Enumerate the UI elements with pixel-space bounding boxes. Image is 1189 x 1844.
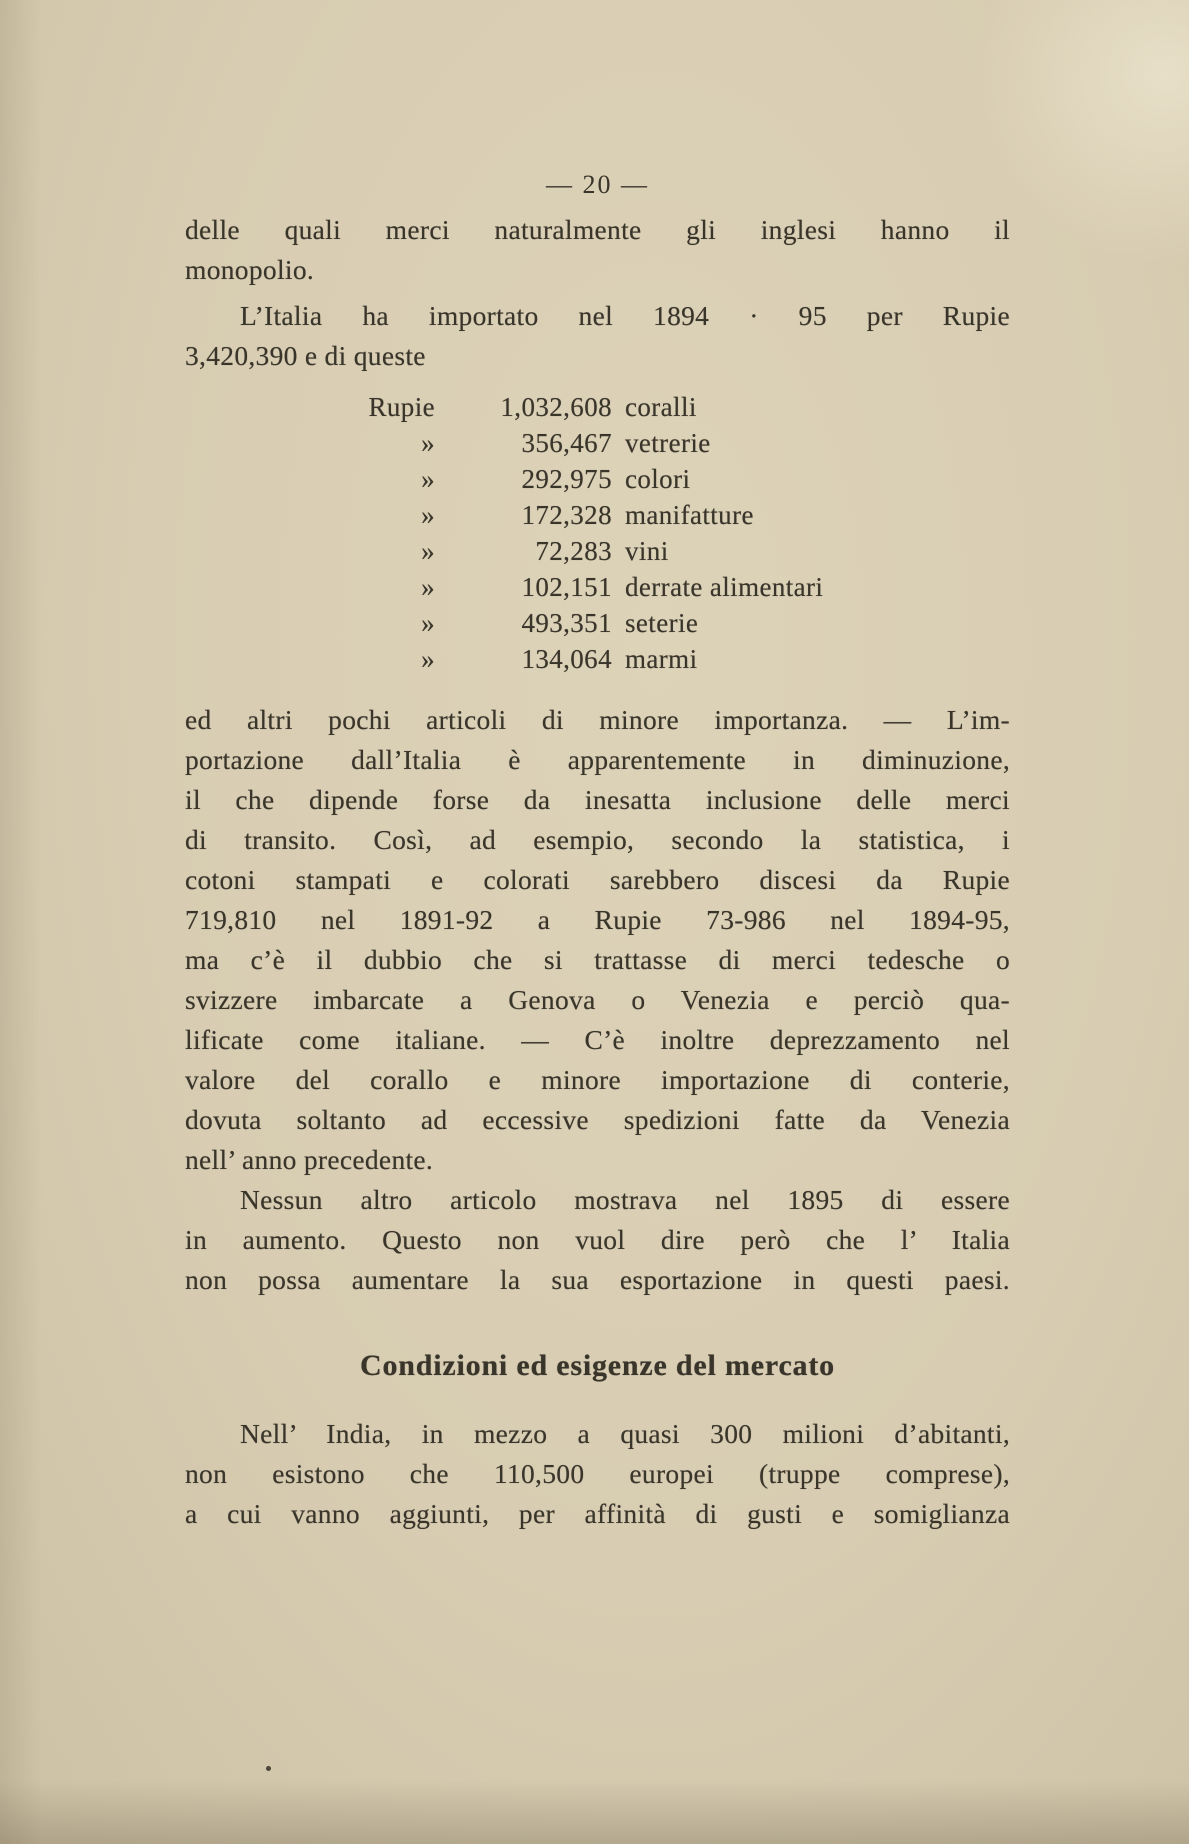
currency-cell: » xyxy=(421,428,435,458)
section-heading: Condizioni ed esigenze del mercato xyxy=(360,1349,835,1382)
text-line: L’Italia ha importato nel 1894 · 95 per Rupie xyxy=(240,300,1010,331)
item-cell: vetrerie xyxy=(625,428,711,458)
currency-cell: » xyxy=(421,644,435,674)
item-cell: vini xyxy=(625,536,669,566)
item-cell: seterie xyxy=(625,608,699,638)
paragraph-intro xyxy=(185,210,1010,290)
table-row xyxy=(185,464,1010,500)
text-line: nell’ anno precedente. xyxy=(185,1144,434,1175)
table-row xyxy=(185,392,1010,428)
text-line: svizzere imbarcate a Genova o Venezia e perciò qua- xyxy=(185,984,1010,1015)
item-cell: derrate alimentari xyxy=(625,572,824,602)
currency-cell: » xyxy=(421,500,435,530)
table-row xyxy=(185,608,1010,644)
text-line: valore del corallo e minore importazione di conterie, xyxy=(185,1064,1010,1095)
paragraph-analysis xyxy=(185,700,1010,1180)
amount-cell: 493,351 xyxy=(521,608,612,638)
text-line: Nessun altro articolo mostrava nel 1895 di essere xyxy=(240,1184,1010,1215)
currency-cell: » xyxy=(421,464,435,494)
item-cell: manifatture xyxy=(625,500,754,530)
text-line: lificate come italiane. — C’è inoltre deprezzamento nel xyxy=(185,1024,1010,1055)
table-row xyxy=(185,428,1010,464)
table-row xyxy=(185,644,1010,680)
text-line: il che dipende forse da inesatta inclusione delle merci xyxy=(185,784,1010,815)
table-row xyxy=(185,572,1010,608)
import-values-table xyxy=(185,392,1010,680)
text-line: portazione dall’Italia è apparentemente in diminuzione, xyxy=(185,744,1010,775)
text-line: non esistono che 110,500 europei (truppe comprese), xyxy=(185,1458,1010,1489)
currency-cell: » xyxy=(421,608,435,638)
text-line: ed altri pochi articoli di minore importanza. — L’im- xyxy=(185,704,1010,735)
text-line: Nell’ India, in mezzo a quasi 300 milioni d’abitanti, xyxy=(240,1418,1010,1449)
paragraph-import-total xyxy=(185,296,1010,376)
text-line: non possa aumentare la sua esportazione in questi paesi. xyxy=(185,1264,1010,1295)
amount-cell: 134,064 xyxy=(521,644,612,674)
text-block xyxy=(185,165,1010,1534)
amount-cell: 72,283 xyxy=(535,536,612,566)
currency-cell: » xyxy=(421,572,435,602)
currency-cell: » xyxy=(421,536,435,566)
text-line: 719,810 nel 1891-92 a Rupie 73-986 nel 1894-95, xyxy=(185,904,1010,935)
text-line: in aumento. Questo non vuol dire però che l’ Italia xyxy=(185,1224,1010,1255)
table-row xyxy=(185,536,1010,572)
amount-cell: 356,467 xyxy=(521,428,612,458)
amount-cell: 292,975 xyxy=(521,464,612,494)
text-line: dovuta soltanto ad eccessive spedizioni fatte da Venezia xyxy=(185,1104,1010,1135)
paragraph-outlook xyxy=(185,1180,1010,1300)
amount-cell: 172,328 xyxy=(521,500,612,530)
amount-cell: 1,032,608 xyxy=(500,392,612,422)
paragraph-market-conditions xyxy=(185,1414,1010,1534)
text-line: di transito. Così, ad esempio, secondo la statistica, i xyxy=(185,824,1010,855)
text-line: a cui vanno aggiunti, per affinità di gusti e somiglianza xyxy=(185,1498,1010,1529)
item-cell: coralli xyxy=(625,392,697,422)
amount-cell: 102,151 xyxy=(521,572,612,602)
item-cell: marmi xyxy=(625,644,698,674)
text-line: ma c’è il dubbio che si trattasse di merci tedesche o xyxy=(185,944,1010,975)
currency-cell: Rupie xyxy=(368,392,435,422)
text-line: cotoni stampati e colorati sarebbero discesi da Rupie xyxy=(185,864,1010,895)
page-number: — 20 — xyxy=(546,170,649,199)
table-row xyxy=(185,500,1010,536)
paper-speck xyxy=(266,1766,271,1771)
text-line: monopolio. xyxy=(185,254,315,285)
text-line: delle quali merci naturalmente gli inglesi hanno il xyxy=(185,214,1010,245)
text-line: 3,420,390 e di queste xyxy=(185,340,426,371)
item-cell: colori xyxy=(625,464,691,494)
